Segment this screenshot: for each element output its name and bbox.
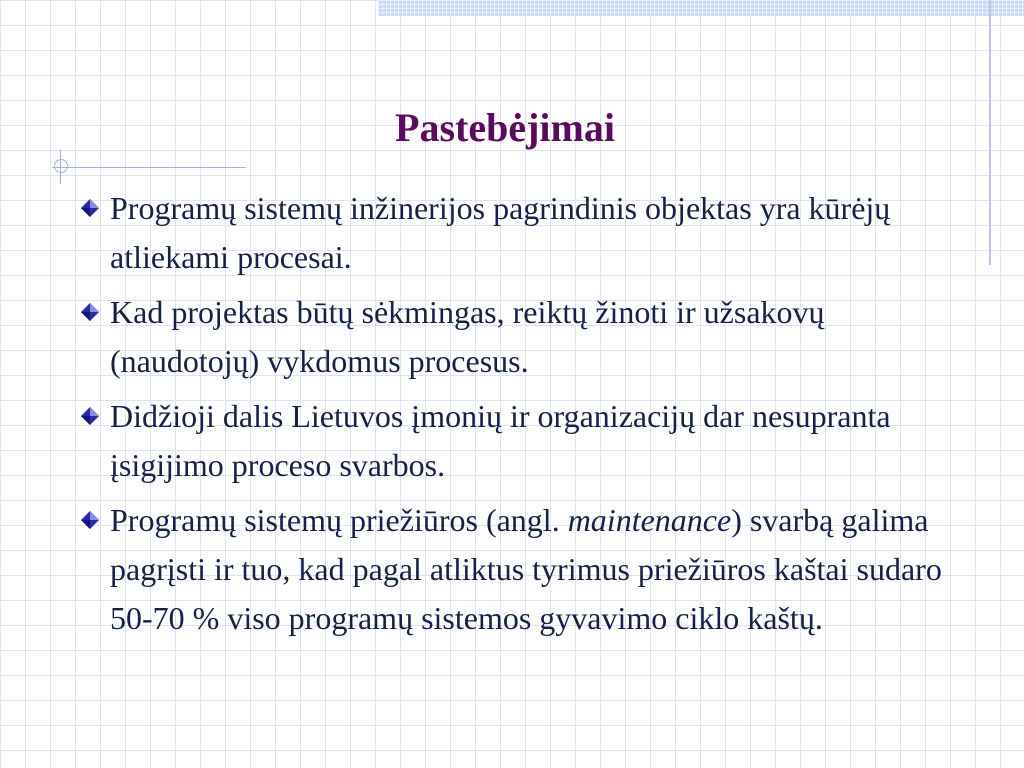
diamond-icon (80, 406, 100, 426)
bullet-text: Didžioji dalis Lietuvos įmonių ir organizacijų dar nesupranta įsigijimo proceso svarbos. (110, 398, 891, 483)
top-decorative-band (378, 0, 1024, 16)
bullet-text-italic: maintenance (567, 502, 732, 538)
bullet-text-after: ) svarbą galima pagrįsti ir tuo, kad pagal atliktus tyrimus priežiūros kaštai sudaro 50-70 % viso programų sistemos gyvavimo ciklo kaštų. (110, 502, 942, 636)
bullet-text-before: Programų sistemų priežiūros (angl. (110, 502, 568, 538)
diamond-icon (80, 510, 100, 530)
bullet-item (80, 392, 980, 490)
slide-title: Pastebėjimai (395, 105, 615, 150)
bullet-text: Kad projektas būtų sėkmingas, reiktų žinoti ir užsakovų (naudotojų) vykdomus procesus. (110, 294, 825, 379)
title-divider-line (52, 167, 246, 168)
bullet-text: Programų sistemų inžinerijos pagrindinis objektas yra kūrėjų atliekami procesai. (110, 190, 891, 275)
diamond-icon (80, 198, 100, 218)
bullet-item (80, 496, 980, 643)
bullet-list (80, 184, 980, 649)
title-divider-circle (54, 159, 68, 173)
bullet-item (80, 288, 980, 386)
bullet-item (80, 184, 980, 282)
diamond-icon (80, 302, 100, 322)
